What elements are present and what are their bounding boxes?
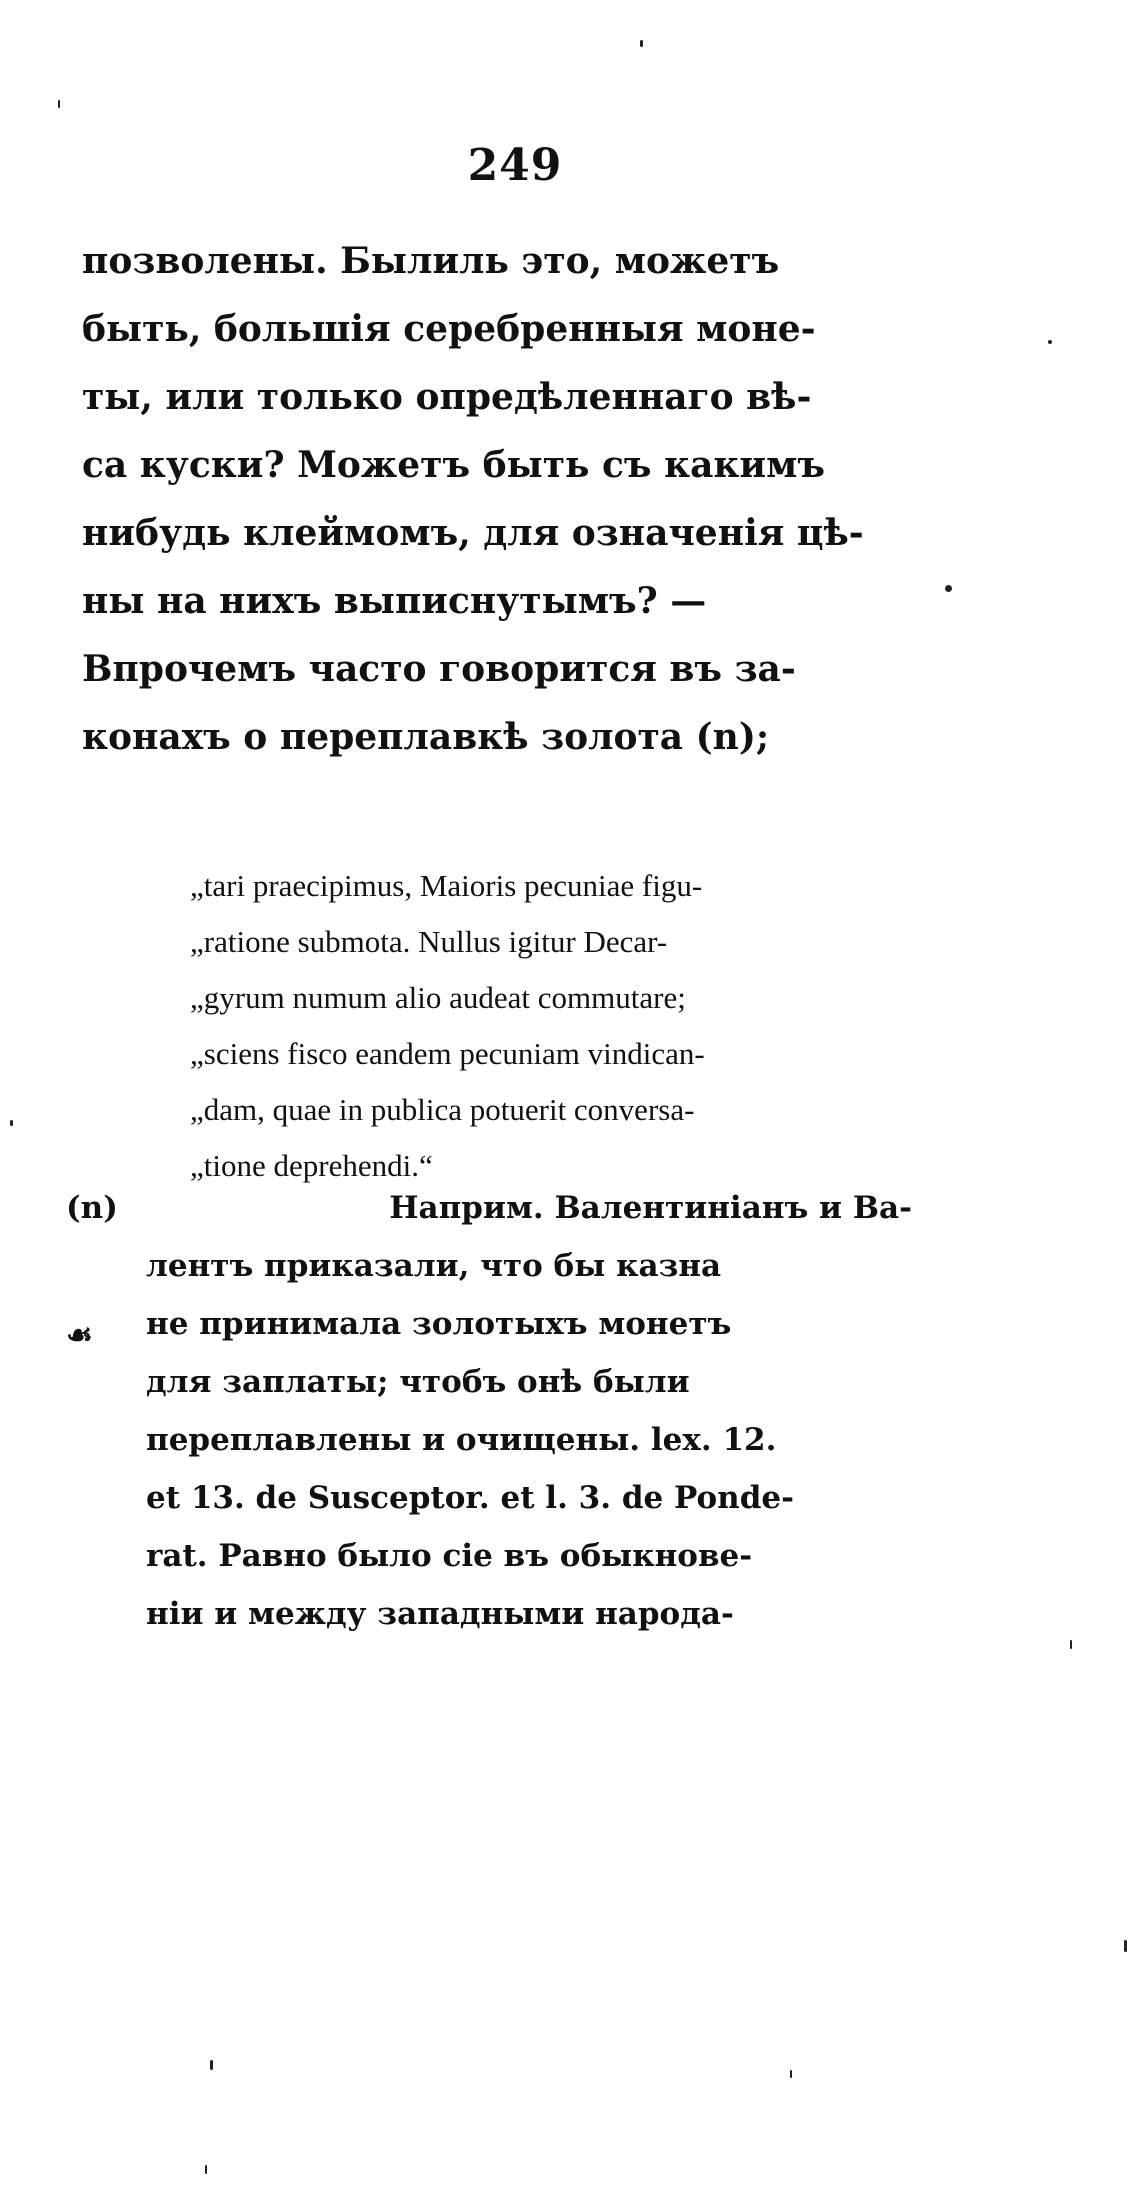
page-number: 249 bbox=[467, 140, 563, 191]
footnote-latin-line-content: „sciens fisco eandem pecuniam vindican- bbox=[190, 1036, 705, 1071]
footnote-n-line bbox=[66, 1364, 912, 1422]
footnote-n-line-content: et 13. de Susceptor. et l. 3. de Ponde- bbox=[146, 1480, 794, 1516]
main-text-line-content: ны на нихъ выписнутымъ? — bbox=[82, 580, 707, 622]
main-text-line bbox=[82, 512, 922, 580]
main-text-line-content: конахъ о переплавкѣ золота (n); bbox=[82, 716, 770, 758]
paper-speck bbox=[1048, 340, 1052, 344]
footnote-latin-line bbox=[190, 980, 910, 1036]
paper-speck bbox=[210, 2060, 213, 2070]
main-text-line bbox=[82, 376, 922, 444]
main-text-line-content: са куски? Можетъ быть съ какимъ bbox=[82, 444, 825, 486]
footnote-n-line-content: не принимала золотыхъ монетъ bbox=[146, 1306, 732, 1342]
footnote-latin-line-content: „ratione submota. Nullus igitur Decar- bbox=[190, 924, 668, 959]
footnote-latin-line-content: „tari praecipimus, Maioris pecuniae figu- bbox=[190, 868, 703, 903]
main-text-line bbox=[82, 648, 922, 716]
main-text-line bbox=[82, 308, 922, 376]
footnote-latin-line bbox=[190, 868, 910, 924]
footnote-latin-block bbox=[190, 868, 910, 1204]
paper-speck bbox=[945, 585, 952, 592]
footnote-n-line bbox=[66, 1596, 912, 1654]
main-text-line-content: ты, или только опредѣленнаго вѣ- bbox=[82, 376, 812, 418]
main-text-line bbox=[82, 580, 922, 648]
footnote-latin-line bbox=[190, 924, 910, 980]
footnote-n-line-content: rat. Равно было сіе въ обыкнове- bbox=[146, 1538, 753, 1574]
main-text-line-content: позволены. Былиль это, можетъ bbox=[82, 240, 780, 282]
main-text-line bbox=[82, 240, 922, 308]
footnote-latin-line-content: „dam, quae in publica potuerit conversa- bbox=[190, 1092, 695, 1127]
footnote-latin-line-content: „gyrum numum alio audeat commutare; bbox=[190, 980, 686, 1015]
main-text-line-content: нибудь клеймомъ, для означенія цѣ- bbox=[82, 512, 864, 554]
paper-speck bbox=[58, 100, 60, 108]
main-text-line-content: быть, большія серебренныя моне- bbox=[82, 308, 816, 350]
paper-speck bbox=[205, 2165, 207, 2174]
paper-speck bbox=[10, 1120, 13, 1126]
main-text-block bbox=[82, 240, 922, 784]
footnote-marker: (n) bbox=[66, 1190, 118, 1226]
footnote-n-line-content: переплавлены и очищены. lex. 12. bbox=[146, 1422, 777, 1458]
footnote-n-line bbox=[66, 1538, 912, 1596]
footnote-n-line-content: для заплаты; чтобъ онѣ были bbox=[146, 1364, 690, 1400]
footnote-n-line bbox=[66, 1190, 912, 1248]
footnote-n-block bbox=[66, 1190, 912, 1654]
paper-speck bbox=[640, 40, 643, 47]
main-text-line-content: Впрочемъ часто говорится въ за- bbox=[82, 648, 796, 690]
footnote-n-line bbox=[66, 1422, 912, 1480]
footnote-n-line-content: лентъ приказали, что бы казна bbox=[146, 1248, 722, 1284]
paper-speck bbox=[1070, 1640, 1072, 1649]
footnote-latin-line bbox=[190, 1092, 910, 1148]
margin-ornament-icon: ☙ bbox=[66, 1318, 93, 1353]
footnote-latin-line bbox=[190, 1036, 910, 1092]
footnote-n-line bbox=[66, 1306, 912, 1364]
paper-speck bbox=[790, 2070, 792, 2078]
footnote-n-line bbox=[66, 1480, 912, 1538]
footnote-n-line-content: ніи и между западными народа- bbox=[146, 1596, 734, 1632]
main-text-line bbox=[82, 716, 922, 784]
footnote-n-line-content: Наприм. Валентиніанъ и Ва- bbox=[389, 1190, 912, 1226]
paper-speck bbox=[1124, 1940, 1127, 1952]
footnote-n-line bbox=[66, 1248, 912, 1306]
main-text-line bbox=[82, 444, 922, 512]
footnote-latin-line-content: „tione deprehendi.“ bbox=[190, 1148, 433, 1183]
